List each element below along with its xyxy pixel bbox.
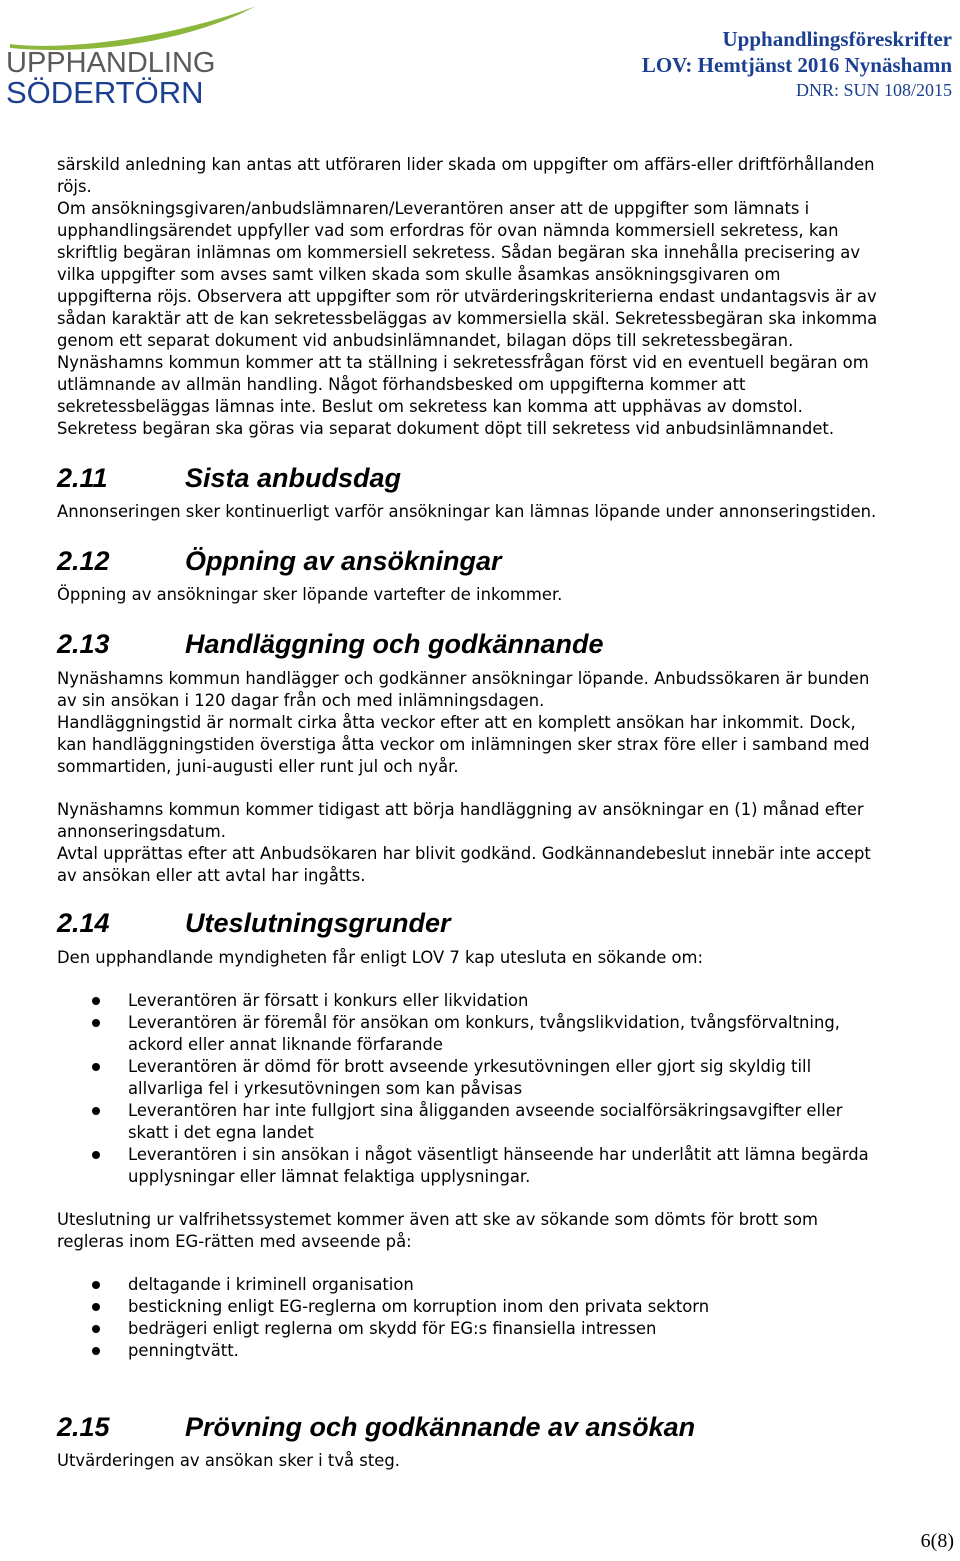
section-heading-2-11 [57,462,401,494]
intro-line: Nynäshamns kommun kommer att ta ställning i sekretessfrågan först vid en eventuell begäran om [57,353,869,372]
section-text: Nynäshamns kommun kommer tidigast att börja handläggning av ansökningar en (1) månad efter [57,800,864,819]
logo-line2: SÖDERTÖRN [6,75,204,104]
intro-line: särskild anledning kan antas att utföraren lider skada om uppgifter om affärs-eller driftförhållanden [57,155,875,174]
section-text: av ansökan eller att avtal har ingåtts. [57,866,366,885]
intro-line: upphandlingsärendet uppfyller vad som erfordras för ovan nämnda kommersiell sekretess, kan [57,221,839,240]
bullet-icon [92,997,100,1005]
section-heading-2-13 [57,628,604,660]
section-text: av sin ansökan i 120 dagar från och med inlämningsdagen. [57,691,545,710]
intro-line: skriftlig begäran inlämnas om kommersiell sekretess. Sådan begäran ska innehålla precisering av [57,243,861,262]
section-text: Annonseringen sker kontinuerligt varför ansökningar kan lämnas löpande under annonseringstiden. [57,502,877,521]
section-title: Prövning och godkännande av ansökan [185,1412,696,1442]
bullet-icon [92,1107,100,1115]
section-number: 2.11 [57,463,108,493]
section-heading-2-12 [57,545,502,577]
section-text: Handläggningstid är normalt cirka åtta veckor efter att en komplett ansökan har inkommit. Dock, [57,713,856,732]
section-text: regleras inom EG-rätten med avseende på: [57,1232,412,1251]
intro-line: sådan karaktär att de kan sekretessbeläggas av kommersiella skäl. Sekretessbegäran ska inkomma [57,309,878,328]
section-text: sommartiden, juni-augusti eller runt jul och nyår. [57,757,459,776]
list-item: penningtvätt. [128,1341,239,1360]
list-item: bedrägeri enligt reglerna om skydd för EG:s finansiella intressen [128,1319,657,1338]
section-number: 2.14 [57,908,110,938]
section-text: annonseringsdatum. [57,822,226,841]
intro-line: Sekretess begäran ska göras via separat dokument döpt till sekretess vid anbudsinlämnandet. [57,419,835,438]
list-item: deltagande i kriminell organisation [128,1275,414,1294]
section-text: Utvärderingen av ansökan sker i två steg. [57,1451,400,1470]
list-item: Leverantören i sin ansökan i något väsentligt hänseende har underlåtit att lämna begärda [128,1145,869,1164]
intro-line: Om ansökningsgivaren/anbudslämnaren/Leverantören anser att de uppgifter som lämnats i [57,199,810,218]
bullet-icon [92,1281,100,1289]
section-heading-2-15 [57,1411,695,1443]
list-item: Leverantören har inte fullgjort sina åligganden avseende socialförsäkringsavgifter eller [128,1101,843,1120]
section-heading-2-14 [57,907,451,939]
intro-line: uppgifterna röjs. Observera att uppgifter som rör utvärderingskriterierna endast undantagsvis är av [57,287,877,306]
list-item: upplysningar eller lämnat felaktiga upplysningar. [128,1167,531,1186]
document-title: Upphandlingsföreskrifter [722,27,952,51]
upphandling-sodertorn-logo [4,4,262,104]
document-subtitle: LOV: Hemtjänst 2016 Nynäshamn [641,53,952,77]
document-dnr: DNR: SUN 108/2015 [795,80,952,100]
list-item: Leverantören är försatt i konkurs eller likvidation [128,991,529,1010]
list-item: Leverantören är dömd för brott avseende yrkesutövningen eller gjort sig skyldig till [128,1057,812,1076]
intro-line: sekretessbeläggas lämnas inte. Beslut om sekretess kan komma att upphävas av domstol. [57,397,803,416]
bullet-icon [92,1019,100,1027]
document-header [642,26,952,102]
bullet-icon [92,1325,100,1333]
logo-line1: UPPHANDLING [6,47,216,79]
bullet-icon [92,1151,100,1159]
section-title: Öppning av ansökningar [185,546,502,576]
section-title: Handläggning och godkännande [185,629,604,659]
section-text: Den upphandlande myndigheten får enligt LOV 7 kap utesluta en sökande om: [57,948,704,967]
intro-line: utlämnande av allmän handling. Något förhandsbesked om uppgifterna kommer att [57,375,746,394]
intro-line: röjs. [57,177,92,196]
list-item: bestickning enligt EG-reglerna om korruption inom den privata sektorn [128,1297,710,1316]
section-title: Uteslutningsgrunder [185,908,451,938]
bullet-icon [92,1063,100,1071]
logo-swoosh-icon [4,4,262,104]
section-number: 2.15 [57,1412,110,1442]
section-title: Sista anbudsdag [185,463,402,493]
list-item: allvarliga fel i yrkesutövningen som kan påvisas [128,1079,523,1098]
section-number: 2.13 [57,629,110,659]
section-text: Uteslutning ur valfrihetssystemet kommer även att ske av sökande som dömts för brott som [57,1210,818,1229]
bullet-icon [92,1303,100,1311]
list-item: skatt i det egna landet [128,1123,314,1142]
bullet-icon [92,1347,100,1355]
section-text: Öppning av ansökningar sker löpande vartefter de inkommer. [57,585,563,604]
page-number: 6(8) [920,1530,954,1552]
intro-line: genom ett separat dokument vid anbudsinlämnandet, bilagan döps till sekretessbegäran. [57,331,794,350]
section-text: Nynäshamns kommun handlägger och godkänner ansökningar löpande. Anbudssökaren är bunden [57,669,870,688]
list-item: Leverantören är föremål för ansökan om konkurs, tvångslikvidation, tvångsförvaltning, [128,1013,840,1032]
section-text: Avtal upprättas efter att Anbudsökaren har blivit godkänd. Godkännandebeslut innebär inte accept [57,844,871,863]
section-text: kan handläggningstiden överstiga åtta veckor om inlämningen sker strax före eller i samband med [57,735,870,754]
intro-line: vilka uppgifter som avses samt vilken skada som skulle åsamkas ansökningsgivaren om [57,265,781,284]
list-item: ackord eller annat liknande förfarande [128,1035,443,1054]
section-number: 2.12 [57,546,110,576]
